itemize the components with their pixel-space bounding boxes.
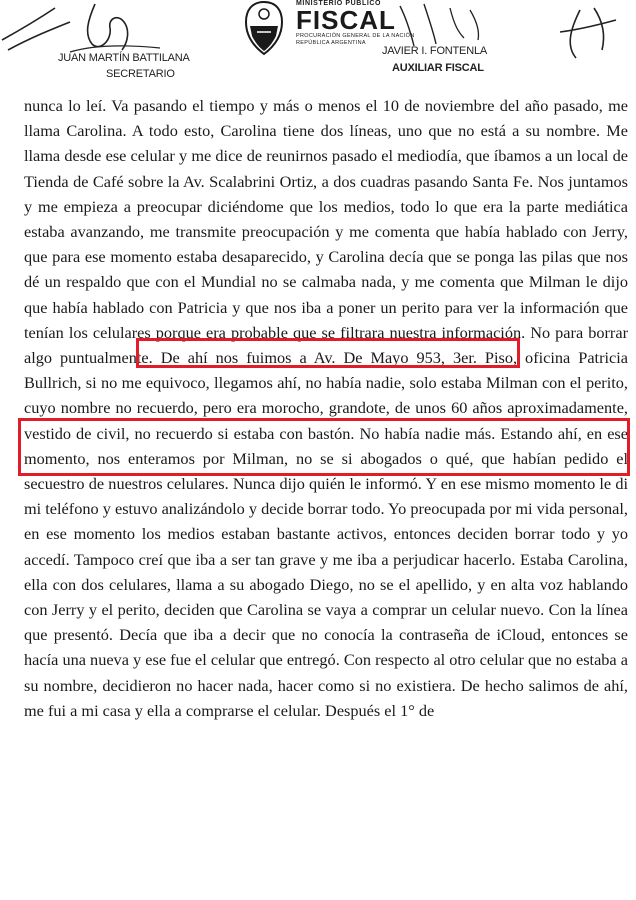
page-header [0,0,636,92]
logo-sub-line1: PROCURACIÓN GENERAL DE LA NACIÓN [296,33,415,39]
assistant-name: JAVIER I. FONTENLA [382,45,487,57]
document-body [24,93,628,723]
logo-top-text: MINISTERIO PÚBLICO [296,0,382,7]
body-paragraph: nunca lo leí. Va pasando el tiempo y más o menos el 10 de noviembre del año pasado, me llama Carolina. A todo esto, Carolina tiene dos líneas, uno que no está a su nombre. Me llama desde ese celular y me dice de reunirnos pasado el mediodía, que íbamos a un local de Tienda de Café sobre la Av. Scalabrini Ortiz, a dos cuadras pasando Santa Fe. Nos juntamos y me empieza a preocupar diciéndome que los medios, todo lo que era la parte mediática estaba avanzando, me transmite preocupación y me comenta que había hablado con Jerry, que para ese momento estaba desaparecido, y Carolina decía que se ponga las pilas que nos dé un respaldo que con el Mundial no se calmaba nada, y me comenta que Milman le dijo que había hablado con Patricia y que nos iba a poner un perito para ver la información que tenían los celulares porque era probable que se filtrara nuestra información. No para borrar algo puntualmente. De ahí nos fuimos a Av. De Mayo 953, 3er. Piso, oficina Patricia Bullrich, si no me equivoco, llegamos ahí, no había nadie, solo estaba Milman con el perito, cuyo nombre no recuerdo, pero era morocho, grandote, de unos 60 años aproximadamente, vestido de civil, no recuerdo si estaba con bastón. No había nadie más. Estando ahí, en ese momento, nos enteramos por Milman, no se si abogados o qué, que habían pedido el secuestro de nuestros celulares. Nunca dijo quién le informó. Y en ese mismo momento le di mi teléfono y estuvo analizándolo y decide borrar todo. Yo preocupada por mi vida personal, en ese momento los medios estaban bastante activos, entonces deciden borrar todo y yo accedí. Tampoco creí que iba a ser tan grave y me iba a perjudicar hacerlo. Estaba Carolina, ella con dos celulares, llama a su abogado Diego, no se el apellido, y en alta voz hablando con Jerry y el perito, deciden que Carolina se vaya a comprar un celular nuevo. Con la línea que presentó. Decía que iba a decir que no conocía la contraseña de iCloud, entonces se hacía una nueva y ese fue el celular que entregó. Con respecto al otro celular que no estaba a su nombre, decidieron no hacer nada, hacer como si no existiera. De hecho salimos de ahí, me fui a mi casa y ella a comprarse el celular. Después el 1° de [24,96,628,720]
secretary-name: JUAN MARTÍN BATTILANA [58,52,190,64]
assistant-title: AUXILIAR FISCAL [392,62,484,74]
logo-main-text: FISCAL [296,5,396,35]
coat-of-arms-icon [240,0,288,56]
logo-sub-line2: REPÚBLICA ARGENTINA [296,40,366,46]
secretary-title: SECRETARIO [106,68,175,80]
